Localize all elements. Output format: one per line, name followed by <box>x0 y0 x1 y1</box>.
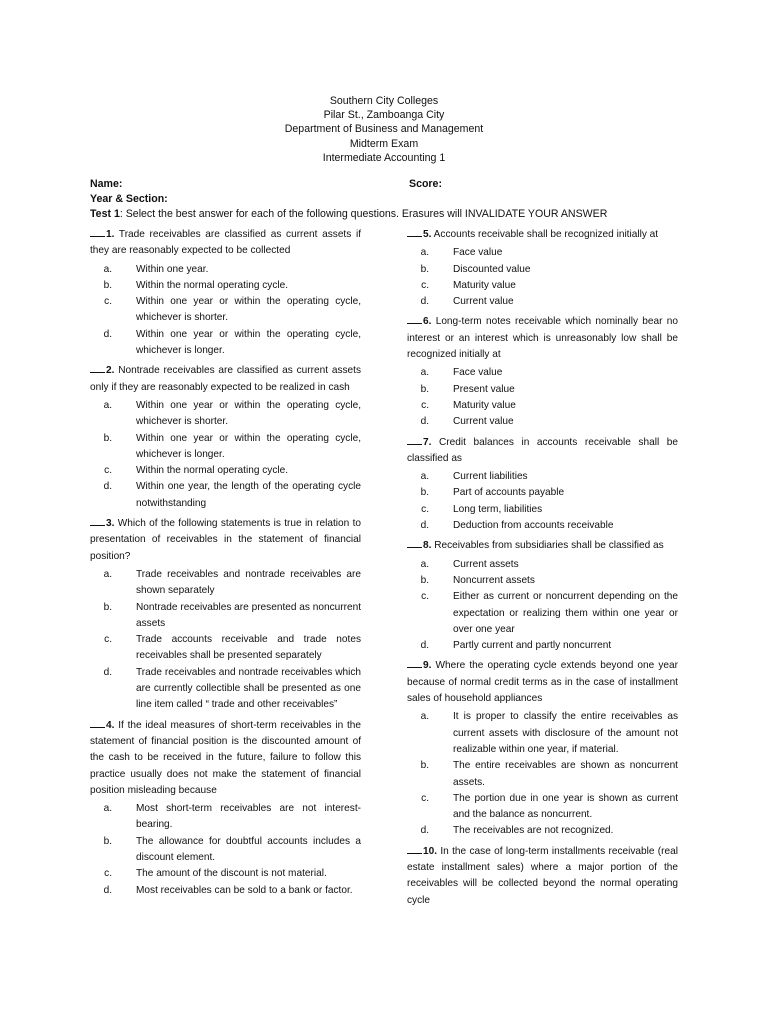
option-item <box>90 463 361 479</box>
option-text: Either as current or noncurrent depending on the expectation or realizing them within one year or over one year <box>453 591 678 635</box>
question-number: 4. <box>106 719 115 731</box>
question-text: Trade receivables are classified as current assets if they are reasonably expected to be collected <box>90 229 361 257</box>
option-item <box>90 801 361 834</box>
option-item <box>90 398 361 431</box>
right-column <box>407 225 678 911</box>
option-letter: b. <box>103 601 112 613</box>
option-item <box>407 414 678 430</box>
option-item <box>407 502 678 518</box>
option-item <box>407 709 678 758</box>
option-item <box>407 365 678 381</box>
option-text: The entire receivables are shown as noncurrent assets. <box>453 760 678 788</box>
option-letter: a. <box>420 367 429 379</box>
option-letter: a. <box>103 568 112 580</box>
option-letter: d. <box>420 416 429 428</box>
test-label: Test 1 <box>90 208 120 220</box>
option-text: Maturity value <box>453 279 516 291</box>
option-text: Long term, liabilities <box>453 503 543 515</box>
option-list <box>90 567 361 714</box>
option-text: Current value <box>453 296 514 308</box>
option-item <box>90 665 361 714</box>
option-letter: b. <box>420 574 429 586</box>
option-item <box>90 834 361 867</box>
option-item <box>407 823 678 839</box>
option-text: Trade receivables and nontrade receivables are shown separately <box>136 568 361 597</box>
option-item <box>90 262 361 278</box>
question-6 <box>407 312 678 363</box>
question-text: Which of the following statements is true in relation to presentation of receivables in the statement of financial position? <box>90 518 361 562</box>
question-number: 9. <box>423 660 432 672</box>
option-item <box>90 431 361 464</box>
option-letter: a. <box>420 471 429 483</box>
option-list <box>90 398 361 512</box>
option-text: Trade accounts receivable and trade notes receivables shall be presented separately <box>136 634 361 662</box>
option-item <box>90 294 361 327</box>
option-item <box>407 485 678 501</box>
option-item <box>407 294 678 310</box>
option-text: Face value <box>453 367 503 379</box>
option-list <box>407 245 678 310</box>
option-item <box>407 557 678 573</box>
answer-blank[interactable] <box>407 656 422 668</box>
option-list <box>407 469 678 534</box>
option-letter: d. <box>420 520 429 532</box>
option-letter: a. <box>103 803 112 815</box>
question-5 <box>407 225 678 243</box>
option-text: Within one year or within the operating cycle, whichever is longer. <box>136 328 361 357</box>
option-text: Most short-term receivables are not interest-bearing. <box>136 803 361 831</box>
option-letter: d. <box>103 666 112 678</box>
option-text: The allowance for doubtful accounts includes a discount element. <box>136 835 361 863</box>
name-label: Name: <box>90 178 123 190</box>
question-text: Accounts receivable shall be recognized initially at <box>431 229 659 240</box>
answer-blank[interactable] <box>407 433 422 445</box>
exam-header <box>0 94 768 165</box>
option-item <box>90 632 361 665</box>
option-text: The amount of the discount is not material. <box>136 868 327 880</box>
question-10 <box>407 842 678 909</box>
option-letter: a. <box>103 263 112 275</box>
option-item <box>407 589 678 638</box>
option-text: Within one year or within the operating cycle, whichever is shorter. <box>136 296 361 324</box>
option-letter: b. <box>420 263 429 275</box>
option-letter: c. <box>421 399 429 411</box>
question-number: 5. <box>423 229 432 240</box>
question-number: 10. <box>423 845 438 857</box>
option-letter: d. <box>420 825 429 837</box>
question-2 <box>90 361 361 396</box>
option-letter: b. <box>103 279 112 291</box>
option-text: Part of accounts payable <box>453 487 565 499</box>
question-4 <box>90 716 361 799</box>
option-text: Within one year or within the operating cycle, whichever is shorter. <box>136 399 361 428</box>
option-letter: c. <box>421 279 429 291</box>
option-letter: d. <box>420 296 429 308</box>
option-letter: b. <box>420 383 429 395</box>
option-item <box>90 866 361 882</box>
question-number: 3. <box>106 518 115 530</box>
question-9 <box>407 656 678 707</box>
year-section-label: Year & Section: <box>90 193 168 205</box>
option-letter: c. <box>104 465 112 477</box>
option-letter: c. <box>421 591 429 603</box>
option-text: Deduction from accounts receivable <box>453 520 614 532</box>
option-item <box>407 278 678 294</box>
option-item <box>407 791 678 824</box>
option-text: Partly current and partly noncurrent <box>453 640 612 652</box>
option-item <box>407 398 678 414</box>
left-column <box>90 225 361 901</box>
option-text: Current value <box>453 416 514 428</box>
option-letter: c. <box>421 503 429 515</box>
option-text: Noncurrent assets <box>453 574 535 586</box>
option-item <box>90 479 361 512</box>
school-name: Southern City Colleges <box>329 95 439 107</box>
option-text: Present value <box>453 383 515 395</box>
question-text: In the case of long-term installments receivable (real estate installment sales) where a major portion of the receivables will be collected beyond the normal operating cycle <box>407 845 678 906</box>
option-letter: b. <box>420 487 429 499</box>
option-text: Trade receivables and nontrade receivables which are currently collectible shall be presented as one line item called “ trade and other receivables” <box>136 666 361 711</box>
question-number: 6. <box>423 316 432 328</box>
option-list <box>90 801 361 899</box>
department-name: Department of Business and Management <box>284 123 484 136</box>
answer-blank[interactable] <box>407 536 422 548</box>
answer-blank[interactable] <box>90 225 105 237</box>
option-letter: c. <box>104 634 112 646</box>
question-1 <box>90 225 361 260</box>
question-7 <box>407 433 678 468</box>
option-text: Discounted value <box>453 263 531 275</box>
option-text: The portion due in one year is shown as current and the balance as noncurrent. <box>453 792 678 821</box>
option-item <box>407 758 678 791</box>
option-text: Within the normal operating cycle. <box>136 279 289 291</box>
question-number: 7. <box>423 436 432 448</box>
option-letter: b. <box>103 432 112 444</box>
option-letter: c. <box>104 296 112 308</box>
question-text: Where the operating cycle extends beyond one year because of normal credit terms as in the case of installment sales of household appliances <box>407 660 678 705</box>
option-text: Current assets <box>453 558 519 570</box>
option-item <box>407 573 678 589</box>
option-text: It is proper to classify the entire receivables as current assets with disclosure of the amount not realizable within one year, if material. <box>453 711 678 755</box>
instructions-text: : Select the best answer for each of the following questions. Erasures will INVALIDATE YOUR ANSWER <box>119 208 608 220</box>
question-number: 2. <box>106 365 115 377</box>
option-letter: d. <box>103 481 112 493</box>
option-item <box>90 327 361 360</box>
question-number: 1. <box>106 229 115 240</box>
question-number: 8. <box>423 540 432 552</box>
option-item <box>407 469 678 485</box>
option-letter: a. <box>420 558 429 570</box>
answer-blank[interactable] <box>407 225 422 237</box>
option-text: Face value <box>453 247 503 259</box>
option-item <box>90 278 361 294</box>
question-text: Receivables from subsidiaries shall be classified as <box>431 540 664 552</box>
option-text: Most receivables can be sold to a bank or factor. <box>136 884 353 896</box>
option-text: Nontrade receivables are presented as noncurrent assets <box>136 601 361 629</box>
option-text: Within one year or within the operating cycle, whichever is longer. <box>136 432 361 460</box>
answer-blank[interactable] <box>90 716 105 728</box>
exam-title: Midterm Exam <box>349 137 419 150</box>
score-label: Score: <box>409 178 442 190</box>
option-item <box>407 518 678 534</box>
option-item <box>407 638 678 654</box>
option-item <box>407 382 678 398</box>
option-list <box>407 557 678 655</box>
option-item <box>90 600 361 633</box>
option-item <box>90 883 361 899</box>
option-item <box>407 262 678 278</box>
question-3 <box>90 514 361 565</box>
option-text: Within one year, the length of the operating cycle notwithstanding <box>136 481 361 509</box>
answer-blank[interactable] <box>90 514 105 526</box>
course-title: Intermediate Accounting 1 <box>322 151 446 164</box>
option-text: Within one year. <box>136 263 209 275</box>
option-letter: a. <box>103 399 112 411</box>
question-8 <box>407 536 678 554</box>
option-list <box>407 709 678 839</box>
option-item <box>90 567 361 600</box>
school-address: Pilar St., Zamboanga City <box>323 109 445 122</box>
option-letter: c. <box>104 868 112 880</box>
question-text: Long-term notes receivable which nominally bear no interest or an interest which is unreasonably low shall be recognized initially at <box>407 316 678 361</box>
option-letter: d. <box>103 884 112 896</box>
option-text: Maturity value <box>453 399 516 411</box>
option-letter: c. <box>421 792 429 804</box>
option-letter: d. <box>103 328 112 340</box>
test-instructions <box>90 208 607 220</box>
option-text: Within the normal operating cycle. <box>136 465 289 477</box>
option-letter: b. <box>420 760 429 772</box>
option-letter: a. <box>420 247 429 259</box>
question-text: Nontrade receivables are classified as current assets only if they are reasonably expected to be realized in cash <box>90 365 361 393</box>
option-letter: a. <box>420 711 429 723</box>
question-text: If the ideal measures of short-term receivables in the statement of financial position is the discounted amount of the cash to be received in the future, failure to follow this practice usually does not make the statement of financial position misleading because <box>90 719 361 796</box>
answer-blank[interactable] <box>407 312 422 324</box>
question-text: Credit balances in accounts receivable shall be classified as <box>407 436 678 464</box>
option-letter: d. <box>420 640 429 652</box>
option-list <box>90 262 361 360</box>
option-list <box>407 365 678 430</box>
option-item <box>407 245 678 261</box>
answer-blank[interactable] <box>407 842 422 854</box>
option-text: The receivables are not recognized. <box>453 825 614 837</box>
option-letter: b. <box>103 835 112 847</box>
answer-blank[interactable] <box>90 361 105 373</box>
option-text: Current liabilities <box>453 471 528 483</box>
